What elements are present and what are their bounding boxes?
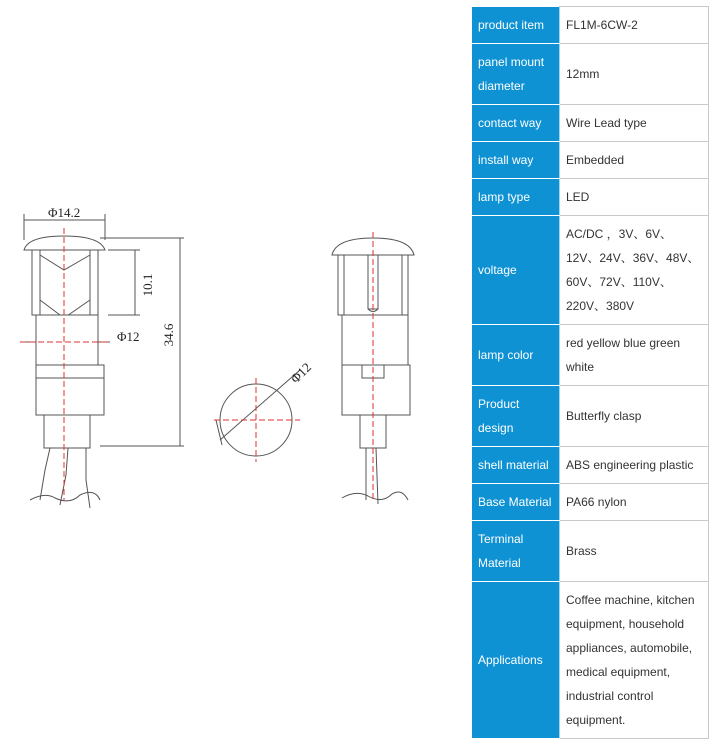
spec-label: shell material xyxy=(472,447,560,484)
spec-label: Base Material xyxy=(472,484,560,521)
spec-label: panel mount diameter xyxy=(472,44,560,105)
spec-label: Product design xyxy=(472,386,560,447)
spec-value: Embedded xyxy=(560,142,709,179)
table-row xyxy=(472,582,709,739)
spec-value: Butterfly clasp xyxy=(560,386,709,447)
front-view xyxy=(24,214,184,508)
table-row xyxy=(472,7,709,44)
spec-value: LED xyxy=(560,179,709,216)
spec-value: FL1M-6CW-2 xyxy=(560,7,709,44)
spec-label: Terminal Material xyxy=(472,521,560,582)
spec-label: product item xyxy=(472,7,560,44)
body-diameter-label: Φ12 xyxy=(117,329,140,344)
spec-label: contact way xyxy=(472,105,560,142)
spec-value: Wire Lead type xyxy=(560,105,709,142)
table-row xyxy=(472,44,709,105)
spec-value: Coffee machine, kitchen equipment, household appliances, automobile, medical equipment, industrial control equipment. xyxy=(560,582,709,739)
spec-value: red yellow blue green white xyxy=(560,325,709,386)
spec-value: 12mm xyxy=(560,44,709,105)
cutout-centerline xyxy=(214,378,300,462)
spec-value: AC/DC ，3V、6V、12V、24V、36V、48V、60V、72V、110V、220V、380V xyxy=(560,216,709,325)
spec-value: PA66 nylon xyxy=(560,484,709,521)
spec-value: Brass xyxy=(560,521,709,582)
table-row xyxy=(472,105,709,142)
table-row xyxy=(472,216,709,325)
upper-height-label: 10.1 xyxy=(140,273,155,297)
spec-label: lamp color xyxy=(472,325,560,386)
spec-label: Applications xyxy=(472,582,560,739)
head-diameter-label: Φ14.2 xyxy=(48,205,81,220)
spec-table xyxy=(471,6,709,739)
table-row xyxy=(472,521,709,582)
panel-cutout-view xyxy=(216,370,300,456)
table-row xyxy=(472,325,709,386)
table-row xyxy=(472,447,709,484)
table-row xyxy=(472,386,709,447)
spec-label: voltage xyxy=(472,216,560,325)
table-row xyxy=(472,484,709,521)
panel-diameter-label: Φ12 xyxy=(287,359,315,387)
table-row xyxy=(472,142,709,179)
table-row xyxy=(472,179,709,216)
spec-label: lamp type xyxy=(472,179,560,216)
spec-label: install way xyxy=(472,142,560,179)
total-height-label: 34.6 xyxy=(161,323,176,347)
spec-value: ABS engineering plastic xyxy=(560,447,709,484)
